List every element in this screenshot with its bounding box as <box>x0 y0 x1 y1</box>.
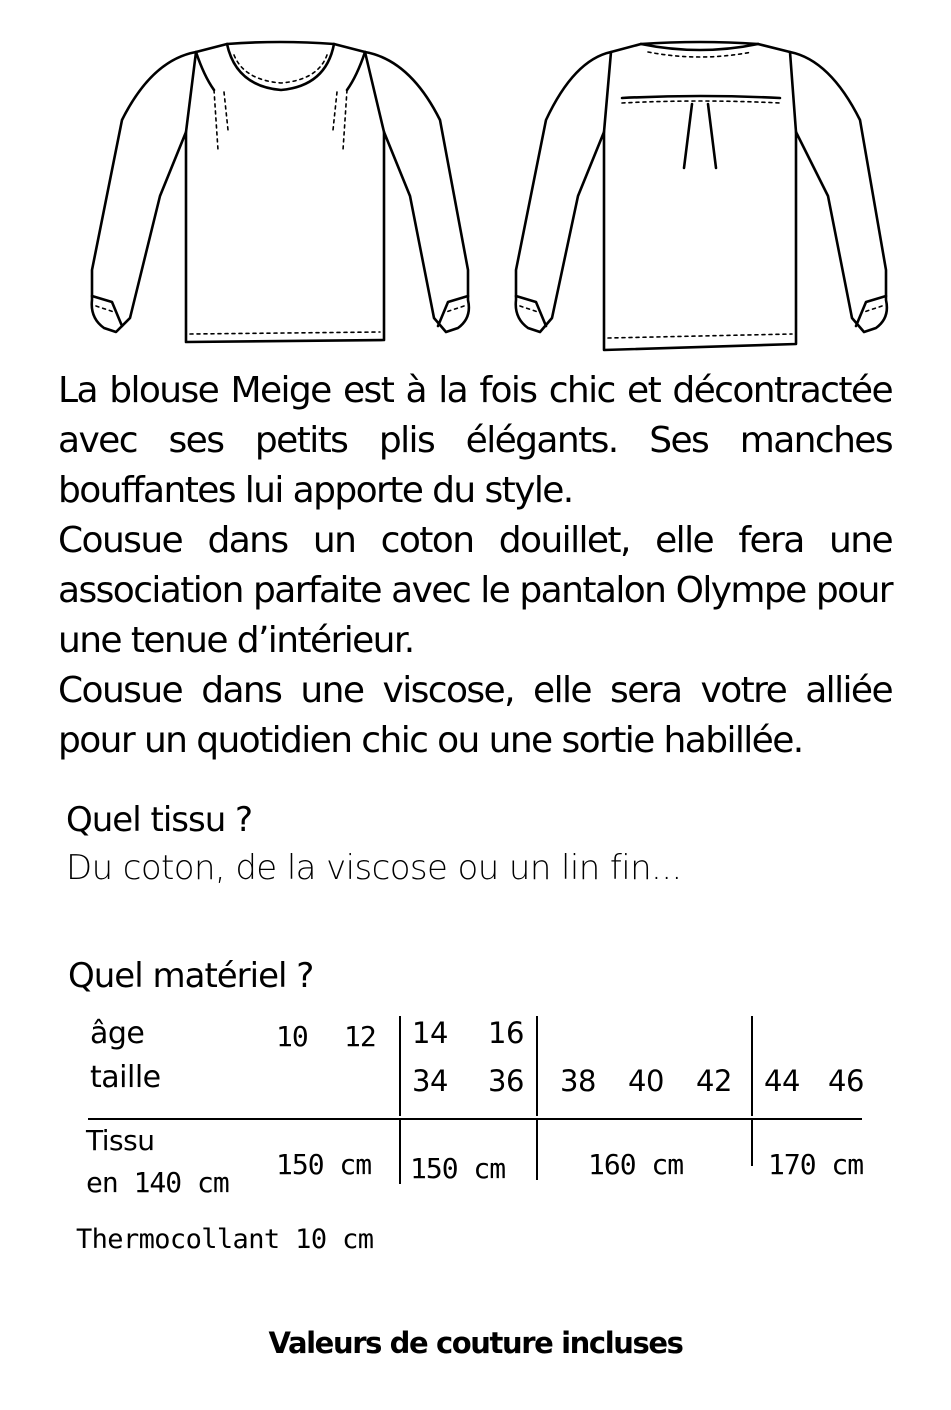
age-value: 12 <box>344 1020 376 1053</box>
fabric-heading: Quel tissu ? <box>66 800 253 840</box>
age-value: 16 <box>488 1016 524 1050</box>
size-value: 36 <box>488 1064 524 1098</box>
size-value: 44 <box>764 1064 800 1098</box>
column-divider <box>399 1016 401 1116</box>
description-paragraph-2: Cousue dans un coton douillet, elle fera une association parfaite avec le pantalon Olympe pour une tenue d’intérieur. <box>58 520 892 661</box>
garment-illustrations <box>0 0 951 365</box>
size-value: 46 <box>828 1064 864 1098</box>
material-heading: Quel matériel ? <box>68 956 314 996</box>
size-value: 40 <box>628 1064 664 1098</box>
fabric-answer: Du coton, de la viscose ou un lin fin... <box>66 848 682 888</box>
size-value: 42 <box>696 1064 732 1098</box>
description-paragraph-3: Cousue dans une viscose, elle sera votre alliée pour un quotidien chic ou une sortie habillée. <box>58 670 892 761</box>
fabric-amount: 150 cm <box>410 1152 506 1185</box>
age-value: 14 <box>412 1016 448 1050</box>
row-label-fabric: Tissu <box>86 1124 155 1157</box>
column-divider <box>536 1016 538 1116</box>
description-paragraph-1: La blouse Meige est à la fois chic et décontractée avec ses petits plis élégants. Ses manches bouffantes lui apporte du style. <box>58 370 892 511</box>
interfacing-note: Thermocollant 10 cm <box>76 1224 374 1255</box>
fabric-amount: 170 cm <box>768 1148 864 1181</box>
seam-allowance-note: Valeurs de couture incluses <box>268 1326 683 1360</box>
size-value: 38 <box>560 1064 596 1098</box>
size-value: 34 <box>412 1064 448 1098</box>
column-divider <box>399 1120 401 1184</box>
table-divider <box>88 1118 862 1120</box>
column-divider <box>751 1016 753 1116</box>
row-label-age: âge <box>90 1016 145 1051</box>
fabric-amount: 160 cm <box>588 1148 684 1181</box>
row-label-fabric-width: en 140 cm <box>86 1166 229 1199</box>
column-divider <box>751 1120 753 1166</box>
age-value: 10 <box>276 1020 308 1053</box>
blouse-front-icon <box>92 42 469 342</box>
row-label-size: taille <box>90 1060 161 1095</box>
blouse-back-icon <box>516 42 887 350</box>
column-divider <box>536 1120 538 1180</box>
description <box>58 366 892 766</box>
fabric-amount: 150 cm <box>276 1148 372 1181</box>
